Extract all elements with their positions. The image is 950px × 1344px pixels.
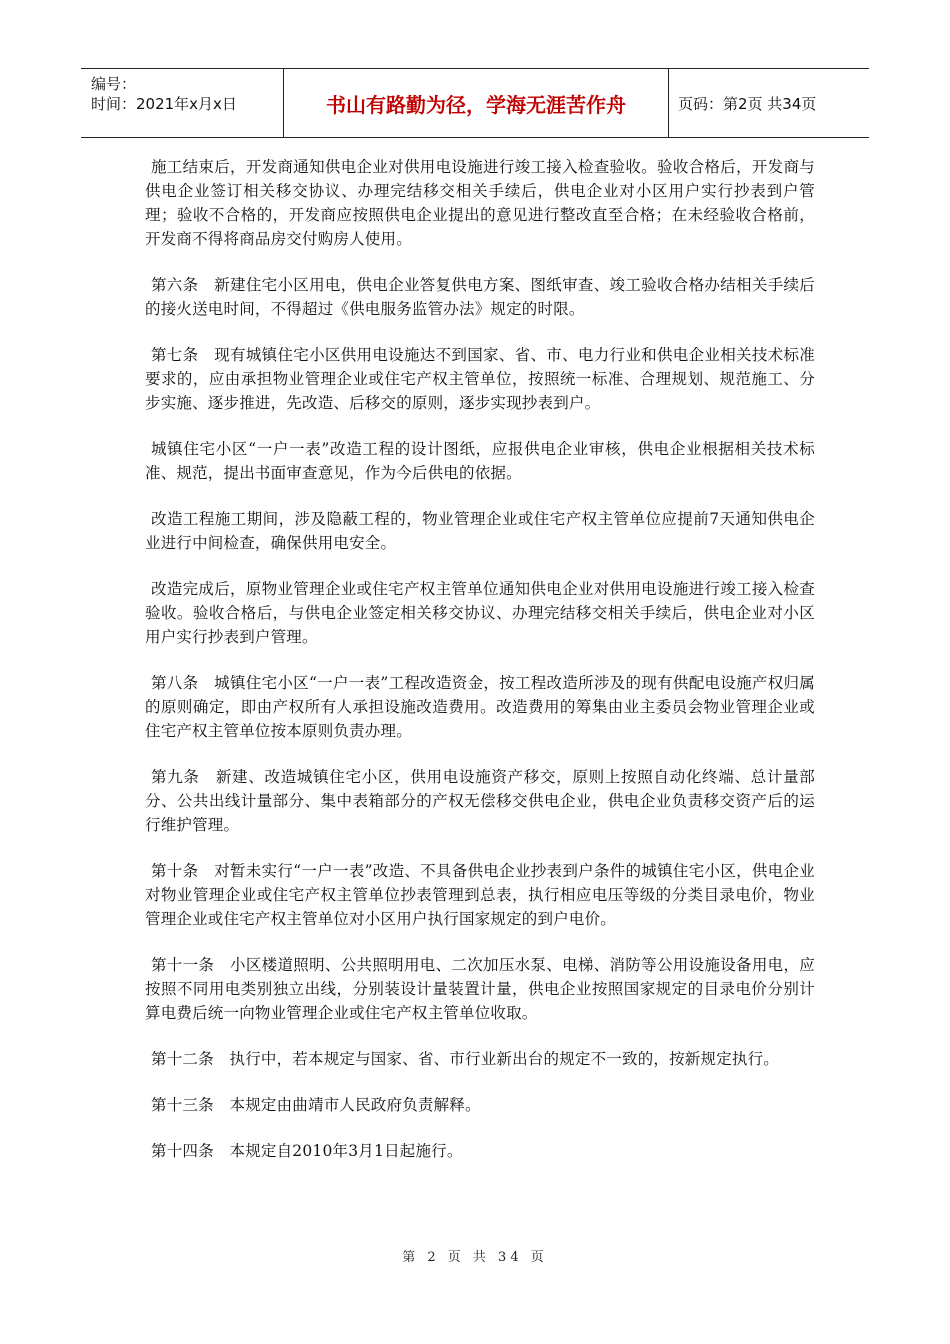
- header-page-number: 页码：第2页 共34页: [678, 94, 817, 113]
- document-number-label: 编号：: [91, 75, 137, 93]
- paragraph: 城镇住宅小区“一户一表”改造工程的设计图纸，应报供电企业审核，供电企业根据相关技术标准、规范，提出书面审查意见，作为今后供电的依据。: [145, 440, 815, 482]
- page-footer: 第 2 页 共 34 页: [402, 1250, 548, 1265]
- article-10: 第十条 对暂未实行“一户一表”改造、不具备供电企业抄表到户条件的城镇住宅小区，供电企业对物业管理企业或住宅产权主管单位抄表管理到总表，执行相应电压等级的分类目录电价，物业管理企业或住宅产权主管单位对小区用户执行国家规定的到户电价。: [145, 862, 815, 928]
- header-info-cell: [81, 69, 283, 137]
- article-8: 第八条 城镇住宅小区“一户一表”工程改造资金，按工程改造所涉及的现有供配电设施产权归属的原则确定，即由产权所有人承担设施改造费用。改造费用的筹集由业主委员会物业管理企业或住宅产权主管单位按本原则负责办理。: [145, 674, 815, 740]
- article-11: 第十一条 小区楼道照明、公共照明用电、二次加压水泵、电梯、消防等公用设施设备用电，应按照不同用电类别独立出线，分别装设计量装置计量，供电企业按照国家规定的目录电价分别计算电费后统一向物业管理企业或住宅产权主管单位收取。: [145, 956, 815, 1022]
- article-14: 第十四条 本规定自2010年3月1日起施行。: [151, 1142, 463, 1160]
- paragraph: 改造完成后，原物业管理企业或住宅产权主管单位通知供电企业对供用电设施进行竣工接入检查验收。验收合格后，与供电企业签定相关移交协议、办理完结移交相关手续后，供电企业对小区用户实行抄表到户管理。: [145, 580, 815, 646]
- paragraph: 施工结束后，开发商通知供电企业对供用电设施进行竣工接入检查验收。验收合格后，开发商与供电企业签订相关移交协议、办理完结移交相关手续后，供电企业对小区用户实行抄表到户管理；验收不合格的，开发商应按照供电企业提出的意见进行整改直至合格；在未经验收合格前，开发商不得将商品房交付购房人使用。: [145, 158, 815, 248]
- article-7: 第七条 现有城镇住宅小区供用电设施达不到国家、省、市、电力行业和供电企业相关技术标准要求的，应由承担物业管理企业或住宅产权主管单位，按照统一标准、合理规划、规范施工、分步实施、逐步推进，先改造、后移交的原则，逐步实现抄表到户。: [145, 346, 815, 412]
- article-6: 第六条 新建住宅小区用电，供电企业答复供电方案、图纸审查、竣工验收合格办结相关手续后的接火送电时间，不得超过《供电服务监管办法》规定的时限。: [145, 276, 815, 318]
- article-13: 第十三条 本规定由曲靖市人民政府负责解释。: [151, 1096, 481, 1114]
- date-label: 时间：2021年x月x日: [91, 95, 237, 113]
- document-body: [145, 155, 815, 1185]
- article-12: 第十二条 执行中，若本规定与国家、省、市行业新出台的规定不一致的，按新规定执行。: [151, 1050, 780, 1068]
- paragraph: 改造工程施工期间，涉及隐蔽工程的，物业管理企业或住宅产权主管单位应提前7天通知供电企业进行中间检查，确保供用电安全。: [145, 510, 815, 552]
- page-header: [81, 68, 869, 138]
- header-motto: 书山有路勤为径，学海无涯苦作舟: [283, 69, 669, 137]
- article-9: 第九条 新建、改造城镇住宅小区，供用电设施资产移交，原则上按照自动化终端、总计量部分、公共出线计量部分、集中表箱部分的产权无偿移交供电企业，供电企业负责移交资产后的运行维护管理。: [145, 768, 815, 834]
